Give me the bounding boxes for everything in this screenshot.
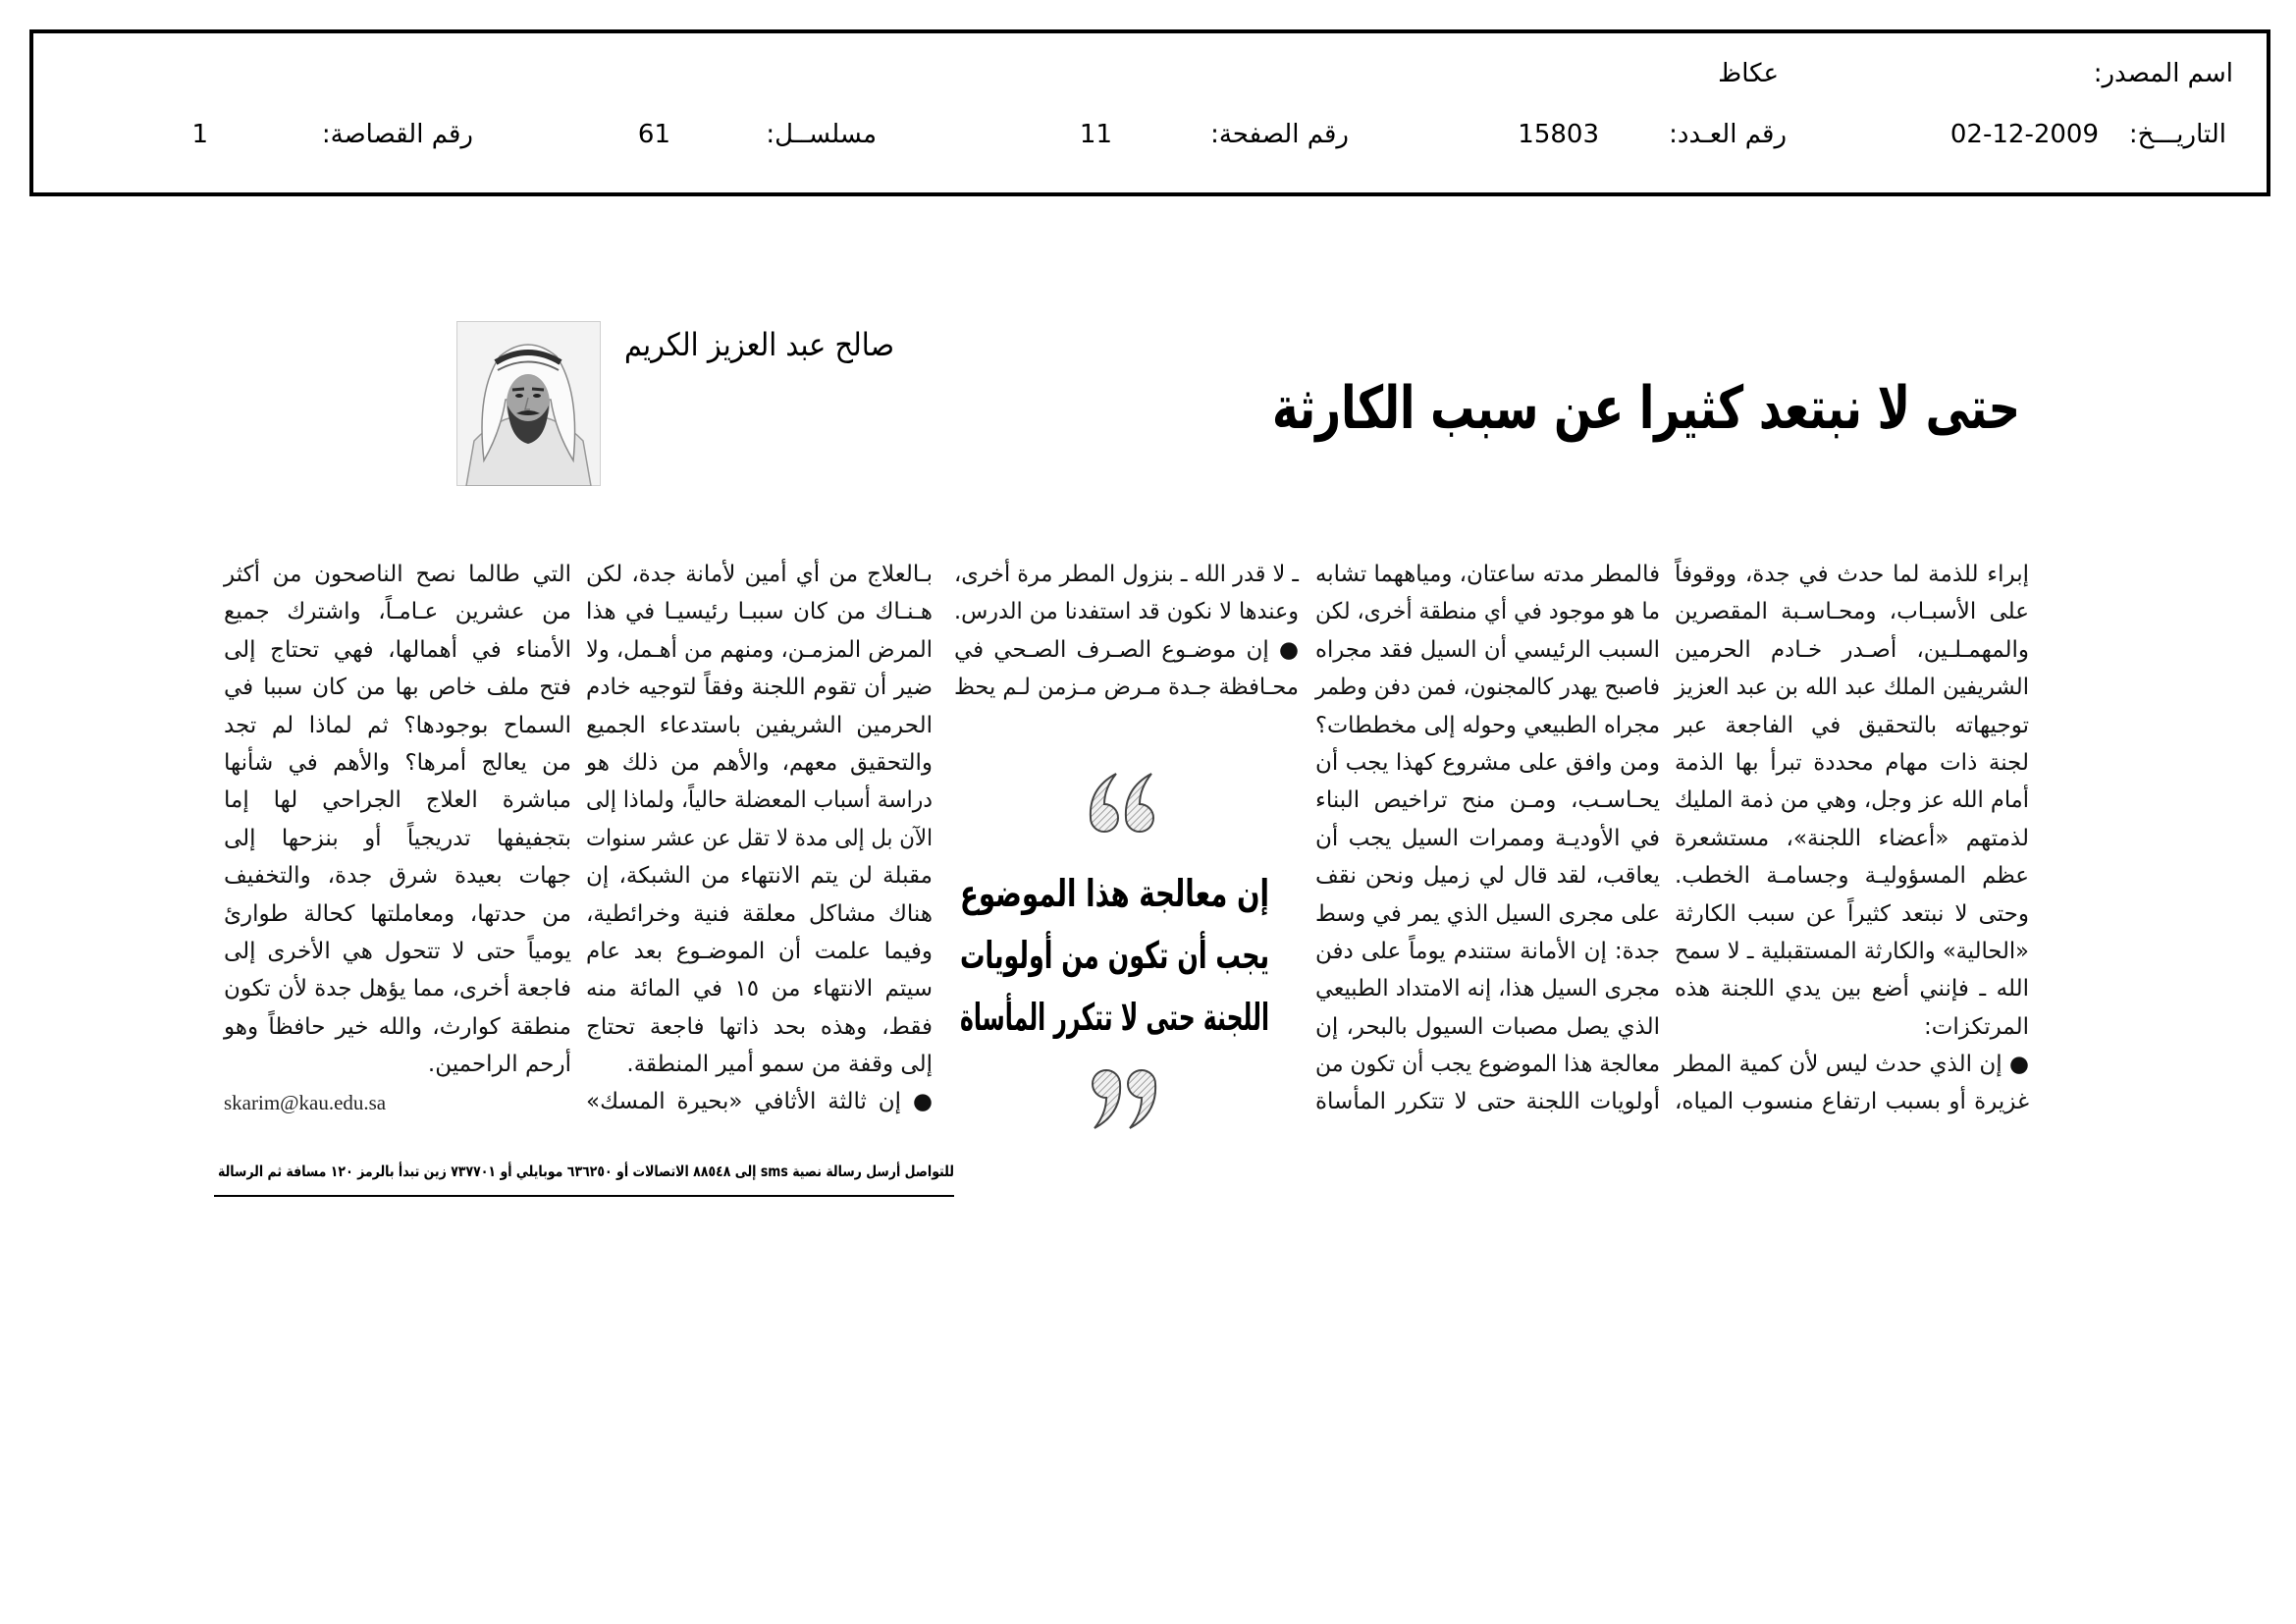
author-name: صالح عبد العزيز الكريم bbox=[624, 326, 894, 363]
pull-quote bbox=[960, 863, 1269, 1049]
column-line: الله ـ فإنني أضع بين يدي اللجنة هذه bbox=[1675, 976, 2029, 1002]
column-line: الأمناء في أهمالها، فهي تحتاج إلى bbox=[224, 636, 571, 663]
author-photo bbox=[456, 321, 601, 486]
column-line: إبراء للذمة لما حدث في جدة، ووقوفاً bbox=[1675, 562, 2029, 587]
date-label: التاريـــخ: bbox=[2128, 120, 2226, 149]
column-line: منطقة كوارث، والله خير حافظاً وهو bbox=[224, 1013, 571, 1040]
column-line: ● إن موضـوع الصـرف الصـحي في bbox=[954, 636, 1299, 663]
column-line: هـنـاك من كان سببـا رئيسيـا في هذا bbox=[586, 599, 933, 625]
column-line: هناك مشاكل معلقة فنية وخرائطية، bbox=[586, 900, 933, 927]
column-line: توجيهاته بالتحقيق في الفاجعة عبر bbox=[1675, 712, 2029, 738]
column-line: في الأوديـة وممرات السيل يجب أن bbox=[1315, 825, 1660, 851]
column-line: من عشرين عـامـاً، واشترك جميع bbox=[224, 599, 571, 625]
column-line: الشريفين الملك عبد الله بن عبد العزيز bbox=[1675, 675, 2029, 701]
serial-label: مسلســل: bbox=[766, 120, 877, 149]
column-line: يعاقب، لقد قال لي زميل ونحن نقف bbox=[1315, 863, 1660, 890]
column-line: لجنة ذات مهام محددة تبرأ بها الذمة bbox=[1675, 749, 2029, 776]
column-line: مجراه الطبيعي وحوله إلى مخططات؟ bbox=[1315, 712, 1660, 738]
column-line: سيتم الانتهاء من ١٥ في المائة منه bbox=[586, 976, 933, 1002]
column-line: لذمتهم «أعضاء اللجنة»، مستشعرة bbox=[1675, 825, 2029, 851]
column-line: «الحالية» والكارثة المستقبلية ـ لا سمح bbox=[1675, 938, 2029, 964]
issue-value: 15803 bbox=[1518, 120, 1599, 149]
author-email: skarim@kau.edu.sa bbox=[224, 1091, 387, 1114]
column-line: غزيرة أو بسبب ارتفاع منسوب المياه، bbox=[1675, 1089, 2029, 1115]
column-line: الحرمين الشريفين باستدعاء الجميع bbox=[586, 712, 933, 738]
column-line: فقط، وهذه بحد ذاتها فاجعة تحتاج bbox=[586, 1013, 933, 1040]
column-line: على مجرى السيل الذي يمر في وسط bbox=[1315, 900, 1660, 927]
column-line: جدة: إن الأمانة ستندم يوماً على دفن bbox=[1315, 938, 1660, 964]
column-line: فاجعة أخرى، مما يؤهل جدة لأن تكون bbox=[223, 976, 571, 1002]
column-line: والتحقيق معهم، والأهم من ذلك هو bbox=[586, 749, 933, 776]
pull-quote-line: اللجنة حتى لا تتكرر المأساة bbox=[960, 996, 1269, 1039]
column-line: محـافظة جـدة مـرض مـزمن لـم يحظ bbox=[954, 675, 1299, 701]
column-line: مجرى السيل هذا، إنه الامتداد الطبيعي bbox=[1315, 976, 1660, 1002]
open-quote-icon bbox=[1083, 769, 1163, 838]
column-line: على الأسبـاب، ومحـاسـبة المقصرين bbox=[1675, 599, 2029, 625]
column-line: يومياً حتى لا تتحول هي الأخرى إلى bbox=[224, 938, 571, 964]
column-line: يحـاسـب، ومـن منح تراخيص البناء bbox=[1315, 787, 1660, 814]
column-line: وحتى لا نبتعد كثيراً عن سبب الكارثة bbox=[1675, 900, 2029, 927]
column-line: ـ لا قدر الله ـ بنزول المطر مرة أخرى، bbox=[954, 562, 1299, 587]
column-line: أرحم الراحمين. bbox=[427, 1052, 571, 1078]
column-line: دراسة أسباب المعضلة حالياً، ولماذا إلى bbox=[586, 787, 933, 814]
column-line: فتح ملف خاص بها من كان سببا في bbox=[224, 675, 571, 701]
pull-quote-line: يجب أن تكون من أولويات bbox=[960, 934, 1269, 977]
article-column-2 bbox=[1315, 556, 1660, 1121]
column-line: عظم المسؤوليـة وجسامـة الخطب. bbox=[1675, 863, 2029, 890]
source-label: اسم المصدر: bbox=[2093, 59, 2233, 88]
pull-quote-line: إن معالجة هذا الموضوع bbox=[960, 872, 1269, 915]
contact-footer: للتواصل أرسل رسالة نصية sms إلى ٨٨٥٤٨ الاتصالات أو ٦٣٦٢٥٠ موبايلي أو ٧٣٧٧٠١ زين تبدأ بالرمز ١٢٠ مسافة ثم الرسالة bbox=[218, 1163, 954, 1180]
column-line: من حدتها، ومعاملتها كحالة طوارئ bbox=[224, 900, 571, 927]
author-portrait-icon bbox=[456, 321, 601, 486]
column-line: المرتكزات: bbox=[1924, 1013, 2029, 1040]
column-line: ومن وافق على مشروع كهذا يجب أن bbox=[1315, 749, 1660, 776]
column-line: معالجة هذا الموضوع يجب أن تكون من bbox=[1315, 1052, 1660, 1078]
column-line: فاصبح يهدر كالمجنون، فمن دفن وطمر bbox=[1315, 675, 1660, 701]
column-line: فالمطر مدته ساعتان، ومياههما تشابه bbox=[1315, 562, 1660, 587]
column-line: السبب الرئيسي أن السيل فقد مجراه bbox=[1315, 636, 1660, 663]
column-line: ضير أن تقوم اللجنة وفقاً لتوجيه خادم bbox=[586, 675, 933, 701]
column-line: مباشرة العلاج الجراحي لها إما bbox=[224, 787, 571, 814]
column-line: أمام الله عز وجل، وهي من ذمة المليك bbox=[1675, 787, 2029, 814]
column-line: المرض المزمـن، ومنهم من أهـمل، ولا bbox=[586, 636, 933, 663]
article-column-3 bbox=[954, 556, 1299, 707]
column-line: جهات بعيدة شرق جدة، والتخفيف bbox=[224, 863, 571, 890]
article-column-5 bbox=[224, 556, 571, 1083]
close-quote-icon bbox=[1083, 1064, 1163, 1133]
issue-label: رقم العـدد: bbox=[1669, 120, 1787, 149]
serial-value: 61 bbox=[637, 120, 670, 149]
article-column-4 bbox=[586, 556, 933, 1121]
page-number-value: 11 bbox=[1079, 120, 1112, 149]
article-column-1 bbox=[1675, 556, 2029, 1121]
column-line: من يعالج أمرها؟ والأهم في شأنها bbox=[224, 749, 571, 776]
column-line: وفيما علمت أن الموضـوع بعد عام bbox=[586, 938, 933, 964]
page-number-label: رقم الصفحة: bbox=[1210, 120, 1349, 149]
column-line: والمهمـلـين، أصـدر خـادم الحرمين bbox=[1675, 636, 2029, 663]
clipping-info-box bbox=[29, 29, 2270, 196]
column-line: أولويات اللجنة حتى لا تتكرر المأساة bbox=[1315, 1089, 1660, 1115]
column-line: التي طالما نصح الناصحون من أكثر bbox=[224, 562, 571, 587]
clipping-number-value: 1 bbox=[191, 120, 208, 149]
column-line: الآن بل إلى مدة لا تقل عن عشر سنوات bbox=[586, 825, 933, 851]
date-value: 02-12-2009 bbox=[1949, 120, 2099, 149]
column-line: ما هو موجود في أي منطقة أخرى، لكن bbox=[1315, 599, 1660, 625]
column-line: إلى وقفة من سمو أمير المنطقة. bbox=[626, 1052, 933, 1078]
column-line: بتجفيفها تدريجياً أو بنزحها إلى bbox=[224, 825, 571, 851]
column-line: وعندها لا نكون قد استفدنا من الدرس. bbox=[954, 599, 1299, 625]
article-title: حتى لا نبتعد كثيرا عن سبب الكارثة bbox=[1272, 374, 2020, 443]
column-line: ● إن ثالثة الأثافي «بحيرة المسك» bbox=[586, 1089, 933, 1115]
clipping-number-label: رقم القصاصة: bbox=[321, 120, 473, 149]
column-line: مقبلة لن يتم الانتهاء من الشبكة، إن bbox=[586, 863, 933, 890]
column-line: بـالعلاج من أي أمين لأمانة جدة، لكن bbox=[586, 562, 933, 587]
column-line: ● إن الذي حدث ليس لأن كمية المطر bbox=[1675, 1052, 2029, 1078]
column-line: السماح بوجودها؟ ثم لماذا لم تجد bbox=[224, 712, 571, 738]
footer-rule bbox=[214, 1195, 954, 1197]
column-line: الذي يصل مصبات السيول بالبحر، إن bbox=[1315, 1013, 1660, 1040]
source-value: عكاظ bbox=[1718, 59, 1779, 88]
